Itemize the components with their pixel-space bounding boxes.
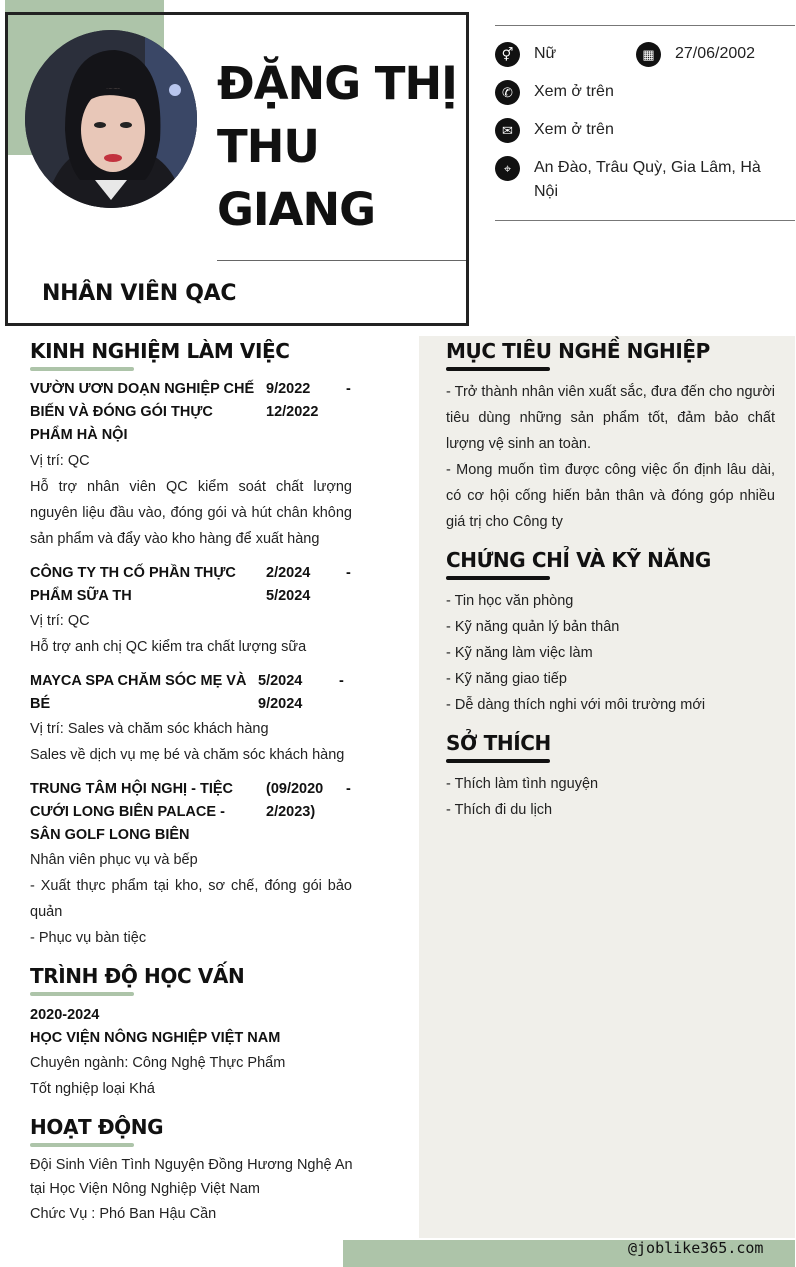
contact-phone: [495, 80, 614, 105]
section-underline: [30, 992, 134, 996]
address-value: An Đào, Trâu Quỳ, Gia Lâm, Hà Nội: [534, 159, 761, 200]
experience-dash: -: [346, 565, 351, 581]
experience-role: Nhân viên phục vụ và bếp: [30, 852, 198, 868]
activity-desc: Đội Sinh Viên Tình Nguyện Đồng Hương Nghệ An tại Học Viện Nông Nghiệp Việt Nam: [30, 1157, 353, 1197]
section-title-activities: HOẠT ĐỘNG: [30, 1115, 164, 1139]
avatar-photo: [25, 30, 197, 208]
skill-item: - Kỹ năng làm việc làm: [446, 645, 593, 661]
birthday-value: 27/06/2002: [675, 45, 756, 62]
experience-start: 9/2022: [266, 381, 311, 397]
contact-email: [495, 118, 614, 143]
skill-item: - Kỹ năng quản lý bản thân: [446, 619, 620, 635]
hobby-item: - Thích làm tình nguyện: [446, 776, 599, 792]
phone-value: Xem ở trên: [534, 83, 614, 100]
experience-org: MAYCA SPA CHĂM SÓC MẸ VÀ BÉ: [30, 673, 247, 712]
experience-role: Vị trí: QC: [30, 613, 90, 629]
candidate-name: [217, 52, 457, 241]
experience-role: Vị trí: QC: [30, 453, 90, 469]
email-icon: ✉: [495, 118, 520, 143]
experience-end: 2/2023): [266, 804, 316, 820]
section-underline: [446, 576, 550, 580]
email-value: Xem ở trên: [534, 121, 614, 138]
contact-gender: [495, 42, 556, 67]
section-underline: [30, 367, 134, 371]
contact-address: [495, 156, 765, 204]
experience-dash: -: [346, 781, 351, 797]
education-school: HỌC VIỆN NÔNG NGHIỆP VIỆT NAM: [30, 1030, 281, 1046]
education-years: 2020-2024: [30, 1007, 100, 1023]
section-title-experience: KINH NGHIỆM LÀM VIỆC: [30, 339, 290, 363]
objective-para: - Mong muốn tìm được công việc ổn định lâu dài, có cơ hội cống hiến bản thân và đóng góp nhiều giá trị cho Công ty: [446, 462, 775, 530]
objective-para: - Trở thành nhân viên xuất sắc, đưa đến cho người tiêu dùng những sản phẩm tốt, đảm bảo chất lượng vệ sinh an toàn.: [446, 384, 775, 452]
experience-end: 5/2024: [266, 588, 311, 604]
experience-desc: Sales về dịch vụ mẹ bé và chăm sóc khách hàng: [30, 747, 345, 763]
name-line: THU: [217, 120, 319, 173]
name-line: GIANG: [217, 183, 376, 236]
education-major: Chuyên ngành: Công Nghệ Thực Phẩm: [30, 1055, 286, 1071]
footer-watermark: @joblike365.com: [628, 1239, 764, 1257]
experience-org: TRUNG TÂM HỘI NGHỊ - TIỆC CƯỚI LONG BIÊN PALACE - SÂN GOLF LONG BIÊN: [30, 781, 233, 843]
section-underline: [446, 759, 550, 763]
skill-item: - Tin học văn phòng: [446, 593, 574, 609]
location-icon: ⌖: [495, 156, 520, 181]
name-line: ĐẶNG THỊ: [217, 57, 457, 110]
experience-desc: Hỗ trợ nhân viên QC kiểm soát chất lượng nguyên liệu đầu vào, đóng gói và hút chân không sản phẩm và đẩy vào kho hàng để xuất hàng: [30, 479, 352, 547]
section-title-objective: MỤC TIÊU NGHỀ NGHIỆP: [446, 339, 710, 363]
experience-desc: - Phục vụ bàn tiệc: [30, 930, 147, 946]
experience-end: 9/2024: [258, 696, 303, 712]
experience-org: CÔNG TY TH CỐ PHẦN THỰC PHẨM SỮA TH: [30, 565, 236, 604]
experience-start: 2/2024: [266, 565, 311, 581]
calendar-icon: ▦: [636, 42, 661, 67]
gender-icon: ⚥: [495, 42, 520, 67]
section-title-education: TRÌNH ĐỘ HỌC VẤN: [30, 964, 245, 988]
phone-icon: ✆: [495, 80, 520, 105]
experience-org: VƯỜN ƯƠN DOẠN NGHIỆP CHẾ BIẾN VÀ ĐÓNG GÓI THỰC PHẨM HÀ NỘI: [30, 381, 255, 443]
experience-dash: -: [346, 381, 351, 397]
experience-start: 5/2024: [258, 673, 303, 689]
experience-end: 12/2022: [266, 404, 319, 420]
section-title-hobbies: SỞ THÍCH: [446, 731, 551, 755]
hobby-item: - Thích đi du lịch: [446, 802, 553, 818]
name-divider: [217, 260, 466, 261]
education-grade: Tốt nghiệp loại Khá: [30, 1081, 155, 1097]
activity-role: Chức Vụ : Phó Ban Hậu Cần: [30, 1206, 217, 1222]
skill-item: - Kỹ năng giao tiếp: [446, 671, 567, 687]
job-title: NHÂN VIÊN QAC: [42, 281, 237, 306]
contact-birthday: [636, 42, 755, 67]
experience-role: Vị trí: Sales và chăm sóc khách hàng: [30, 721, 269, 737]
section-underline: [30, 1143, 134, 1147]
experience-dash: -: [339, 673, 344, 689]
experience-start: (09/2020: [266, 781, 324, 797]
section-underline: [446, 367, 550, 371]
avatar: [25, 30, 197, 208]
experience-desc: Hỗ trợ anh chị QC kiểm tra chất lượng sữa: [30, 639, 307, 655]
gender-value: Nữ: [534, 45, 557, 62]
experience-desc: - Xuất thực phẩm tại kho, sơ chế, đóng gói bảo quản: [30, 878, 352, 920]
section-title-skills: CHỨNG CHỈ VÀ KỸ NĂNG: [446, 548, 711, 572]
skill-item: - Dễ dàng thích nghi với môi trường mới: [446, 697, 706, 713]
